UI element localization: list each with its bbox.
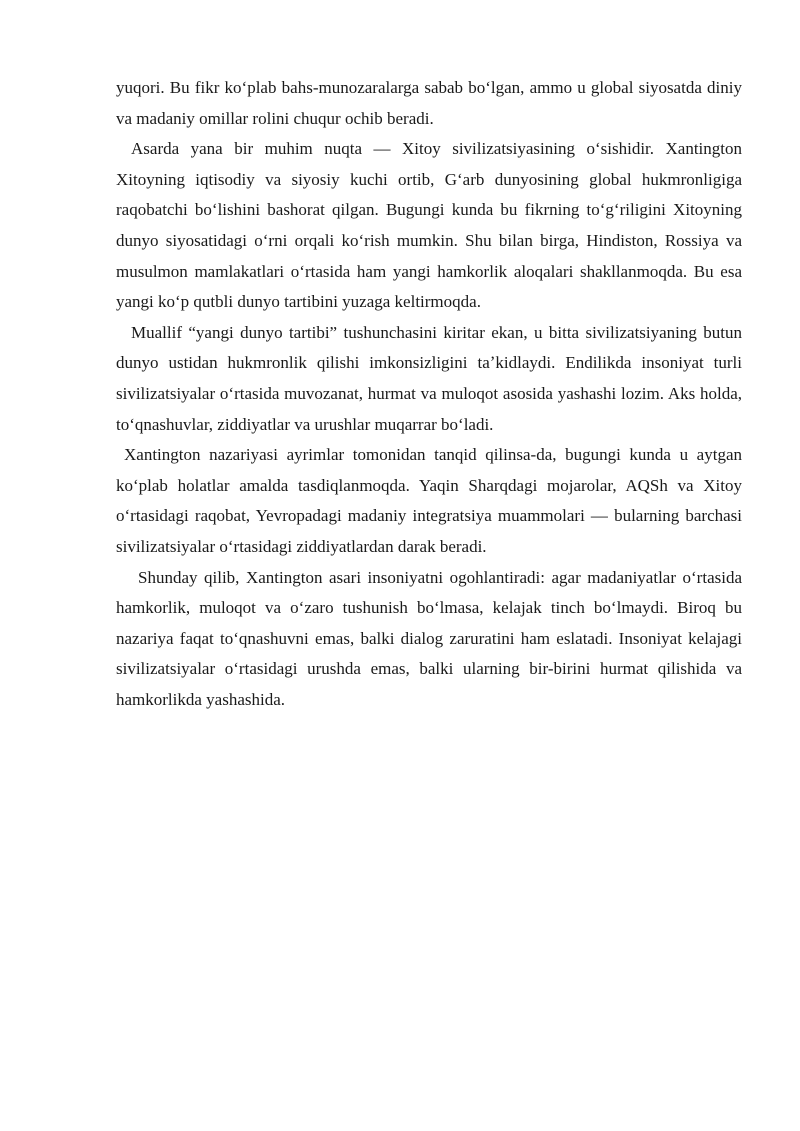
paragraph-conclusion: Shunday qilib, Xantington asari insoniyatni ogohlantiradi: agar madaniyatlar oʻrtasida hamkorlik, muloqot va oʻzaro tushunish boʻlmasa, kelajak tinch boʻlmaydi. Biroq bu nazariya faqat toʻqnashuvni emas, balki dialog zaruratini ham eslatadi. Insoniyat kelajagi sivilizatsiyalar oʻrtasidagi urushda emas, balki ularning bir-birini hurmat qilishida va hamkorlikda yashashida. (116, 567, 742, 709)
paragraph-continuation: yuqori. Bu fikr koʻplab bahs-munozaralarga sabab boʻlgan, ammo u global siyosatda diniy va madaniy omillar rolini chuqur ochib beradi. (116, 78, 742, 128)
paragraph-china-civilization: Asarda yana bir muhim nuqta — Xitoy sivilizatsiyasining oʻsishidir. Xantington Xitoyning iqtisodiy va siyosiy kuchi ortib, Gʻarb dunyosining global hukmronligiga raqobatchi boʻlishini bashorat qilgan. Bugungi kunda bu fikrning toʻgʻriligini Xitoyning dunyo siyosatidagi oʻrni orqali koʻrish mumkin. Shu bilan birga, Hindiston, Rossiya va musulmon mamlakatlari oʻrtasida ham yangi hamkorlik aloqalari shakllanmoqda. Bu esa yangi koʻp qutbli dunyo tartibini yuzaga keltirmoqda. (116, 139, 742, 312)
document-page (116, 73, 742, 715)
paragraph-new-world-order: Muallif “yangi dunyo tartibi” tushunchasini kiritar ekan, u bitta sivilizatsiyaning butun dunyo ustidan hukmronlik qilishi imkonsizligini taʼkidlaydi. Endilikda insoniyat turli sivilizatsiyalar oʻrtasida muvozanat, hurmat va muloqot asosida yashashi lozim. Aks holda, toʻqnashuvlar, ziddiyatlar va urushlar muqarrar boʻladi. (116, 322, 742, 434)
paragraph-criticism: Xantington nazariyasi ayrimlar tomonidan tanqid qilinsa-da, bugungi kunda u aytgan koʻplab holatlar amalda tasdiqlanmoqda. Yaqin Sharqdagi mojarolar, AQSh va Xitoy oʻrtasidagi raqobat, Yevropadagi madaniy integratsiya muammolari — bularning barchasi sivilizatsiyalar oʻrtasidagi ziddiyatlardan darak beradi. (116, 445, 742, 556)
